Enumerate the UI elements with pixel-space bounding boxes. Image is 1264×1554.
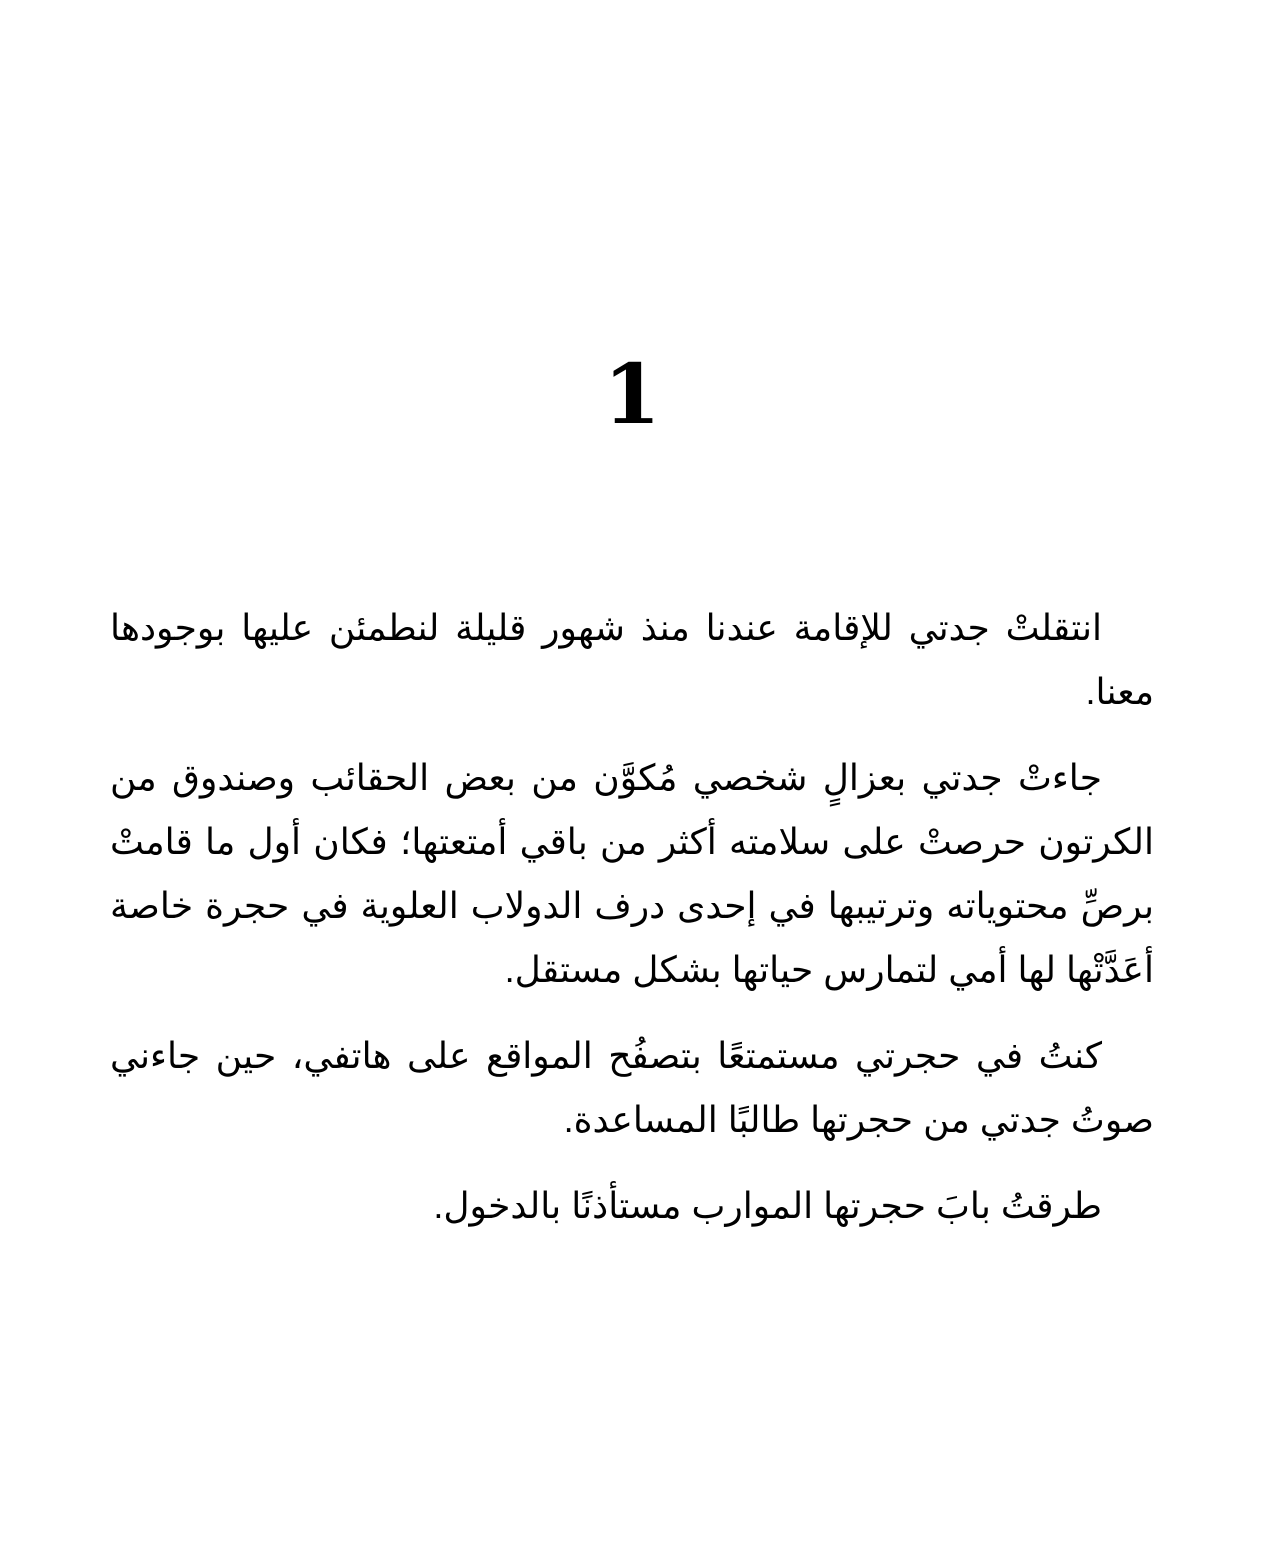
paragraph: كنتُ في حجرتي مستمتعًا بتصفُح المواقع على هاتفي، حين جاءني صوتُ جدتي من حجرتها طالبًا المساعدة.: [110, 1035, 1154, 1140]
chapter-body: [110, 596, 1154, 1260]
paragraph: جاءتْ جدتي بعزالٍ شخصي مُكوَّن من بعض الحقائب وصندوق من الكرتون حرصتْ على سلامته أكثر من باقي أمتعتها؛ فكان أول ما قامتْ برصِّ محتوياته وترتيبها في إحدى درف الدولاب العلوية في حجرة خاصة أعَدَّتْها لها أمي لتمارس حياتها بشكل مستقل.: [110, 757, 1154, 990]
chapter-number: 1: [603, 347, 661, 443]
paragraph: طرقتُ بابَ حجرتها الموارب مستأذنًا بالدخول.: [433, 1185, 1102, 1226]
paragraph: انتقلتْ جدتي للإقامة عندنا منذ شهور قليلة لنطمئن عليها بوجودها معنا.: [110, 607, 1154, 712]
